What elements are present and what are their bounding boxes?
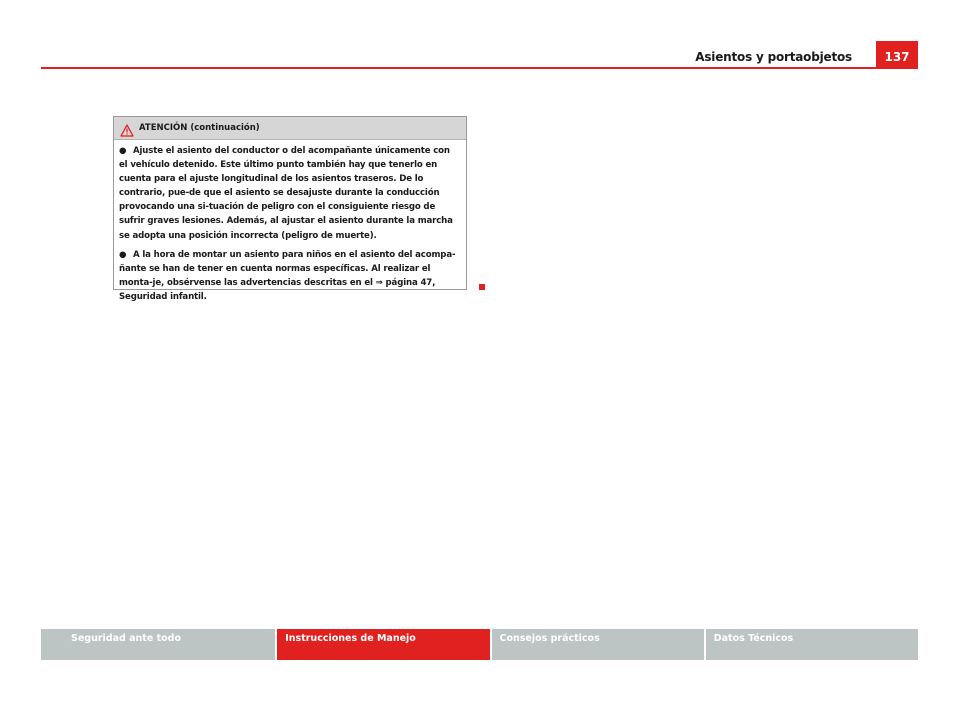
bullet-icon: ● <box>119 146 127 156</box>
tab-seguridad[interactable]: Seguridad ante todo <box>41 629 275 660</box>
header-divider <box>41 67 918 69</box>
warning-header <box>114 117 466 140</box>
section-title: Asientos y portaobjetos <box>695 50 852 64</box>
warning-body <box>114 140 466 304</box>
warning-box <box>113 116 467 302</box>
page-number: 137 <box>876 41 918 68</box>
warning-triangle-icon <box>120 122 134 135</box>
footer-nav <box>41 629 918 660</box>
tab-datos-tecnicos[interactable]: Datos Técnicos <box>706 629 918 660</box>
warning-title: ATENCIÓN (continuación) <box>139 123 260 133</box>
tab-consejos[interactable]: Consejos prácticos <box>492 629 704 660</box>
bullet-icon: ● <box>119 249 127 260</box>
warning-item-text: Ajuste el asiento del conductor o del acompañante únicamente con el vehículo detenido. Este último punto también hay que tenerlo en cuenta para el ajuste longitudinal de los asientos traseros. De lo contrario, pue-de que el asiento se desajuste durante la conducción provocando una si-tuación de peligro con el consiguiente riesgo de sufrir graves lesiones. Además, al ajustar el asiento durante la marcha se adopta una posición incorrecta (peligro de muerte). <box>119 146 453 241</box>
warning-item <box>119 144 461 243</box>
warning-item-text: A la hora de montar un asiento para niños en el asiento del acompa-ñante se han de tener en cuenta normas específicas. Al realizar el monta-je, obsérvense las advertencias descritas en el ⇒ página 47, Seguridad infantil. <box>119 249 456 302</box>
warning-item <box>119 248 461 304</box>
section-end-marker <box>479 284 485 290</box>
tab-instrucciones[interactable]: Instrucciones de Manejo <box>277 629 489 660</box>
